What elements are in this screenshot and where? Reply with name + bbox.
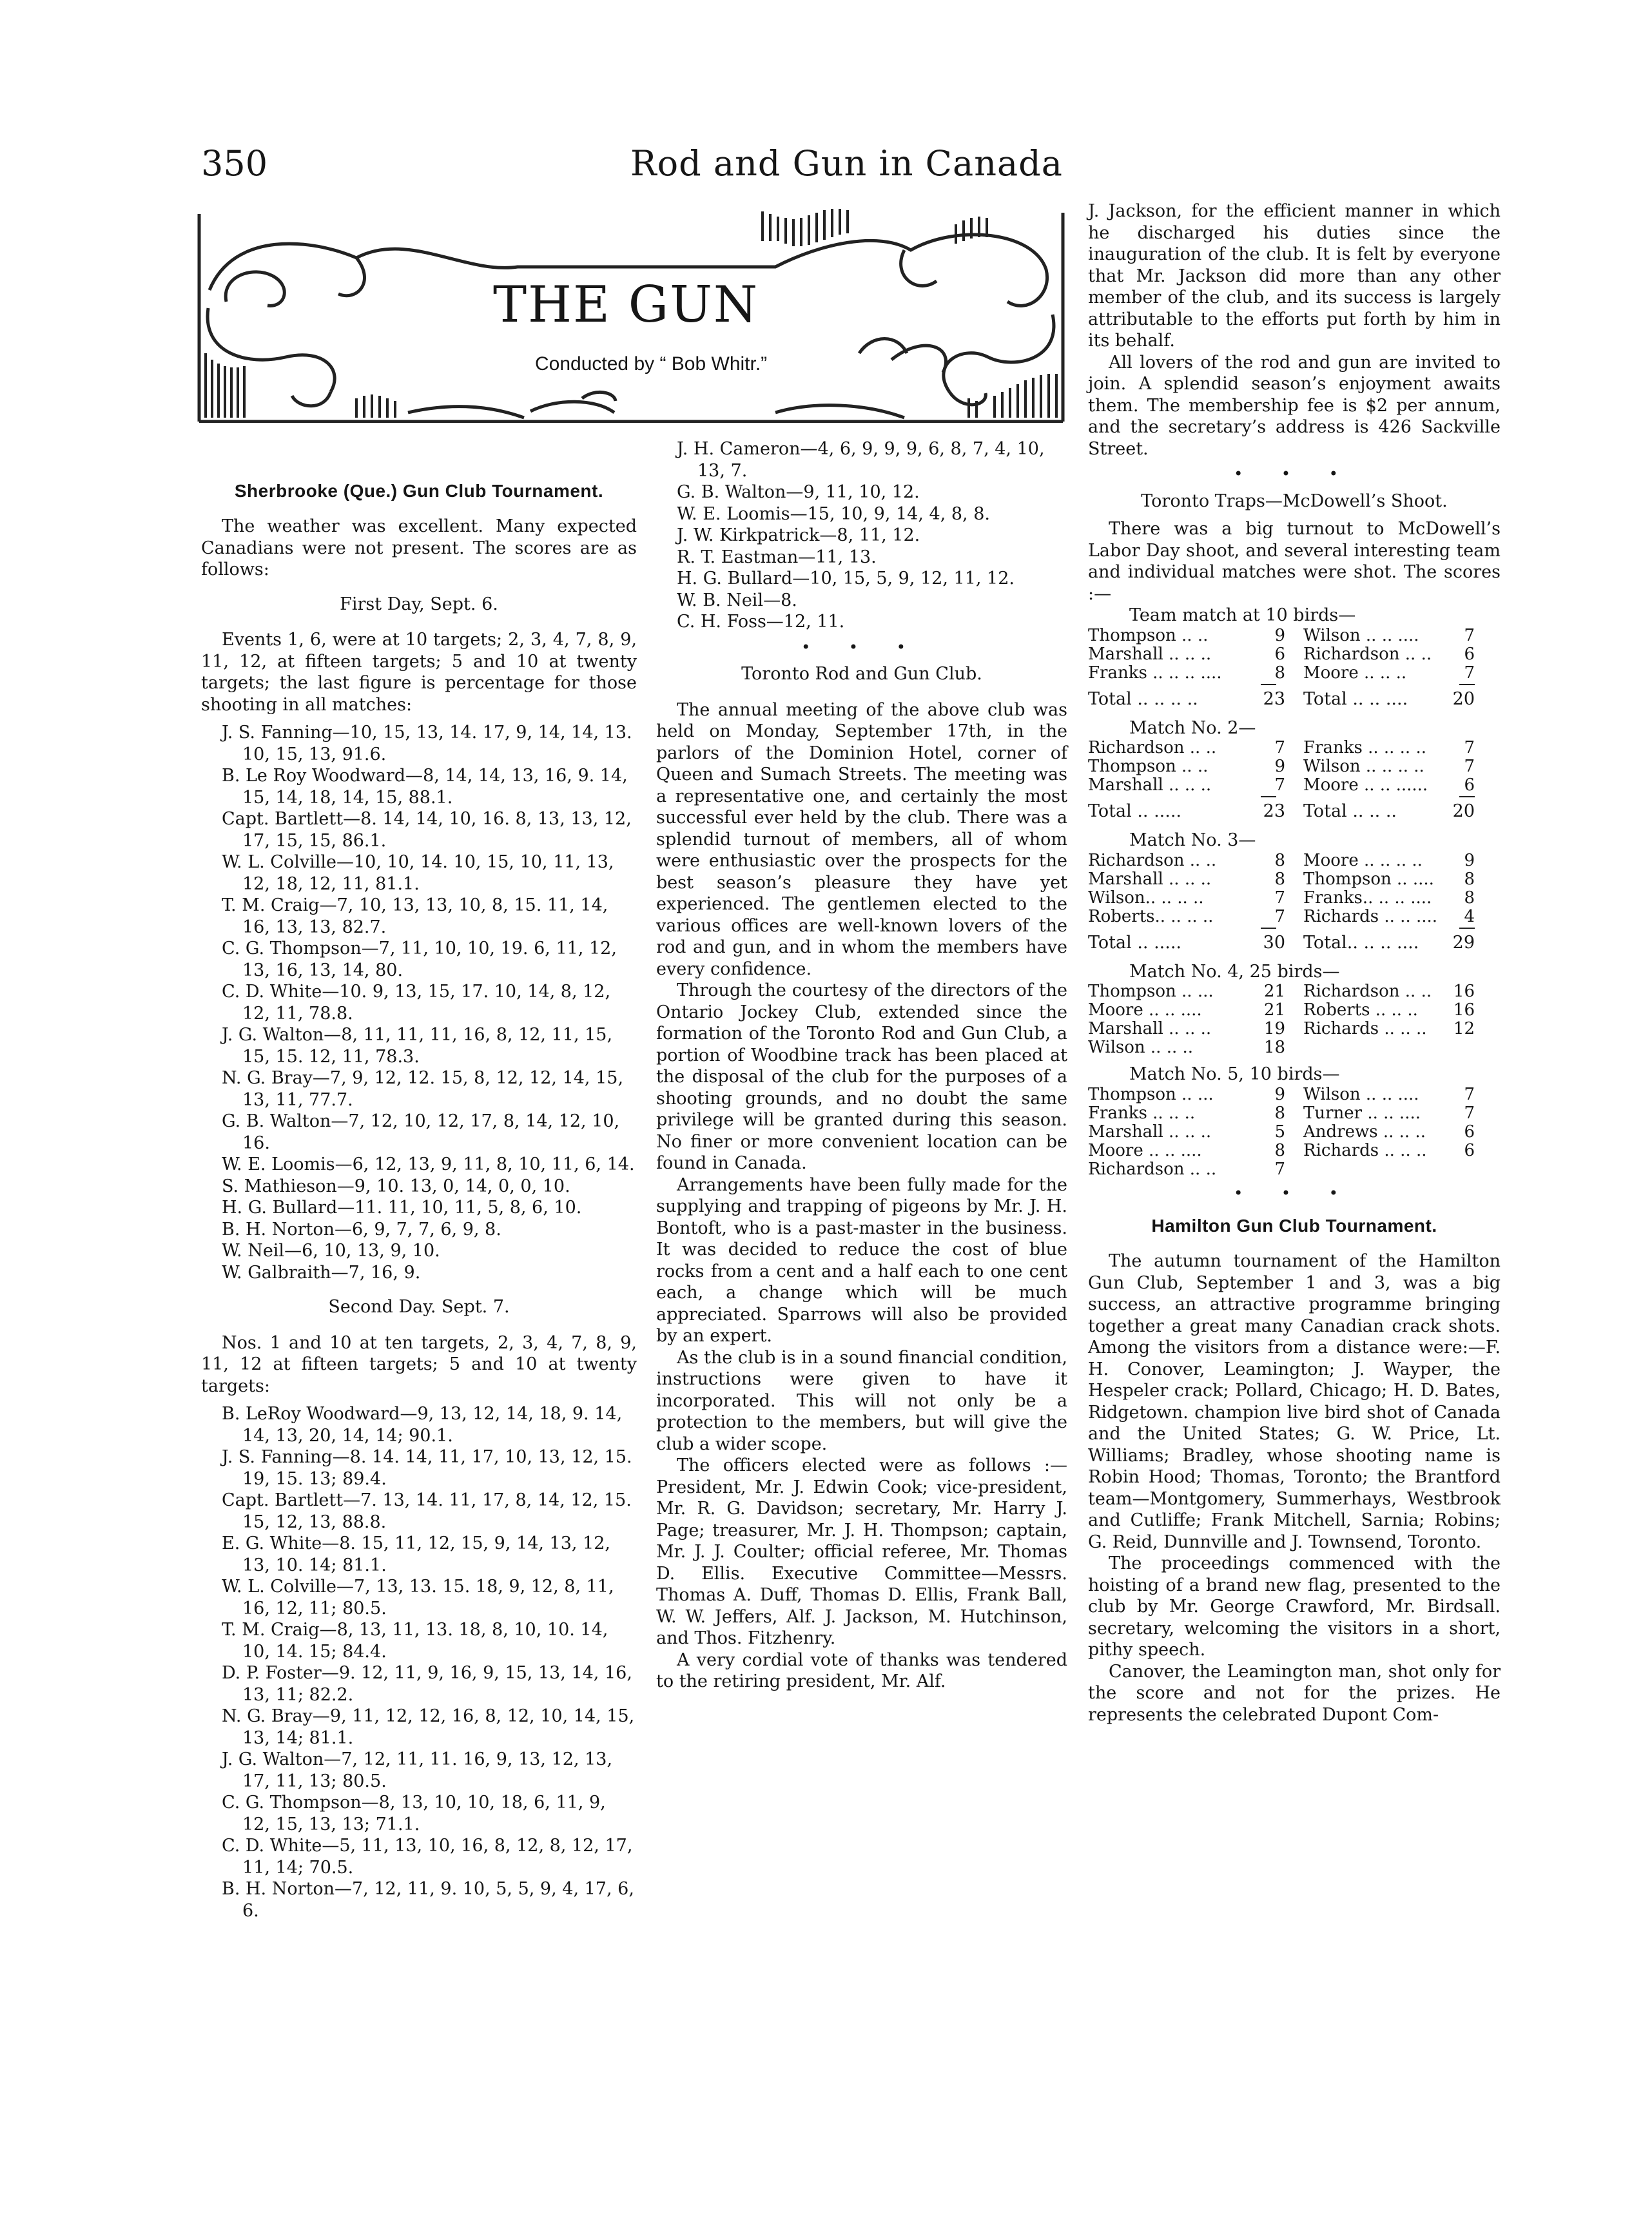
- score-entry: Capt. Bartlett—8. 14, 14, 10, 16. 8, 13, 13, 12, 17, 15, 15, 86.1.: [222, 809, 632, 851]
- score-entry: W. Galbraith—7, 16, 9.: [222, 1262, 421, 1283]
- column-middle: [656, 438, 1067, 1693]
- total-value: 23: [1263, 688, 1285, 709]
- score-table-match-4: [1088, 982, 1501, 1057]
- player-score: 9: [1464, 850, 1475, 870]
- column-right: [1088, 200, 1501, 1726]
- score-entry: J. G. Walton—7, 12, 11, 11. 16, 9, 13, 12, 13, 17, 11, 13; 80.5.: [222, 1749, 613, 1791]
- paragraph-day2-note: Nos. 1 and 10 at ten targets, 2, 3, 4, 7, 8, 9, 11, 12 at fifteen targets; 5 and 10 at twenty targets:: [201, 1332, 637, 1396]
- total-row: [1088, 688, 1501, 711]
- section-separator: • • •: [801, 637, 922, 656]
- total-value: 23: [1263, 801, 1285, 821]
- player-name: Marshall .. .. ..: [1088, 869, 1212, 889]
- paragraph: The autumn tournament of the Hamilton Gun Club, September 1 and 3, was a big success, an attractive programme bringing together a great many Canadian crack shots. Among the visitors from a distance were:—F. H. Conover, Leamington; J. Wayper, the Hespeler crack; Pollard, Chicago; H. D. Bates, Ridgetown. champion live bird shot of Canada and the United States; G. W. Price, Lt. Williams; Bradley, whose shooting name is Robin Hood; Thomas, Toronto; the Brantford team—Montgomery, Summerhays, Westbrook and Cutliffe; Frank Mitchell, Sarnia; Robins; G. Reid, Dunnville and J. Townsend, Toronto.: [1088, 1251, 1501, 1552]
- player-name: Richards .. .. ..: [1303, 1019, 1427, 1038]
- score-entry: C. G. Thompson—7, 11, 10, 10, 19. 6, 11, 12, 13, 16, 13, 14, 80.: [222, 939, 617, 980]
- article-heading-hamilton: Hamilton Gun Club Tournament.: [1151, 1216, 1437, 1236]
- total-row: [1088, 800, 1501, 823]
- score-entry: W. L. Colville—7, 13, 13. 15. 18, 9, 12, 8, 11, 16, 12, 11; 80.5.: [222, 1577, 614, 1619]
- player-score: 8: [1274, 850, 1285, 870]
- score-entry: N. G. Bray—7, 9, 12, 12. 15, 8, 12, 12, 14, 15, 13, 11, 77.7.: [222, 1068, 624, 1110]
- paragraph: Canover, the Leamington man, shot only for the score and not for the prizes. He represents the celebrated Dupont Com-: [1088, 1661, 1501, 1725]
- page-number: 350: [201, 143, 268, 184]
- player-name: Wilson .. .. ....: [1303, 1084, 1419, 1104]
- player-score: 7: [1464, 663, 1475, 683]
- score-row: [1088, 1001, 1501, 1020]
- score-list-day2: [201, 1403, 637, 1921]
- player-score: 7: [1274, 906, 1285, 926]
- player-score: 6: [1464, 644, 1475, 664]
- score-row: [1088, 776, 1501, 795]
- score-entry: H. G. Bullard—11. 11, 10, 11, 5, 8, 6, 10.: [222, 1198, 582, 1218]
- player-name: Moore .. .. ......: [1303, 775, 1428, 795]
- paragraph-intro: The weather was excellent. Many expected Canadians were not present. The scores are as follows:: [201, 516, 637, 579]
- total-value: 20: [1452, 688, 1475, 709]
- player-score: 7: [1464, 738, 1475, 757]
- score-entry: J. W. Kirkpatrick—8, 11, 12.: [677, 525, 920, 545]
- player-score: 7: [1464, 1103, 1475, 1123]
- score-row: [1088, 1038, 1501, 1057]
- player-score: 21: [1263, 1000, 1285, 1020]
- total-value: 20: [1452, 801, 1475, 821]
- total-label: Total .. .. ..: [1303, 801, 1397, 821]
- player-score: 6: [1464, 775, 1475, 795]
- paragraph-continued: J. Jackson, for the efficient manner in which he discharged his duties since the inauguration of the club. It is felt by everyone that Mr. Jackson did more than any other member of the club, and its success is largely attributable to the efforts put forth by him in its behalf.: [1088, 201, 1501, 351]
- player-score: 6: [1464, 1140, 1475, 1160]
- score-row: [1088, 1123, 1501, 1142]
- player-name: Wilson .. .. ..: [1088, 1038, 1194, 1057]
- score-entry: C. H. Foss—12, 11.: [677, 612, 845, 632]
- score-row: [1088, 627, 1501, 645]
- paragraph-invite: All lovers of the rod and gun are invited to join. A splendid season’s enjoyment awaits them. The membership fee is $2 per annum, and the secretary’s address is 426 Sackville Street.: [1088, 352, 1501, 459]
- paragraph: The proceedings commenced with the hoisting of a brand new flag, presented to the club by Mr. George Crawford, Mr. Birdsall. secretary, welcoming the visitors in a short, pithy speech.: [1088, 1553, 1501, 1660]
- player-score: 4: [1464, 906, 1475, 926]
- match-heading: Match No. 3—: [1129, 830, 1256, 850]
- score-row: [1088, 889, 1501, 908]
- player-name: Roberts.. .. .. ..: [1088, 906, 1214, 926]
- score-entry: H. G. Bullard—10, 15, 5, 9, 12, 11, 12.: [677, 569, 1015, 589]
- player-name: Marshall .. .. ..: [1088, 644, 1212, 664]
- player-score: 8: [1464, 888, 1475, 908]
- player-name: Marshall .. .. ..: [1088, 1122, 1212, 1142]
- player-score: 7: [1464, 625, 1475, 645]
- score-row: [1088, 908, 1501, 926]
- player-score: 8: [1274, 663, 1285, 683]
- player-name: Wilson.. .. .. ..: [1088, 888, 1204, 908]
- banner-subtitle: Conducted by “ Bob Whitr.”: [535, 353, 768, 375]
- paragraph: Arrangements have been fully made for the supplying and trapping of pigeons by Mr. J. H. Bontoft, who is a past-master in the business. It was decided to reduce the cost of blue rocks from a cent and a half each to one cent each, a change which will be much appreciated. Sparrows will also be provided by an expert.: [656, 1174, 1067, 1346]
- player-name: Richardson .. ..: [1088, 738, 1217, 757]
- subheading-first-day: First Day, Sept. 6.: [340, 594, 498, 614]
- player-name: Thompson .. ...: [1088, 982, 1214, 1001]
- player-name: Moore .. .. ....: [1088, 1000, 1202, 1020]
- player-name: Moore .. .. .. ..: [1303, 850, 1423, 870]
- score-entry: T. M. Craig—7, 10, 13, 13, 10, 8, 15. 11, 14, 16, 13, 13, 82.7.: [222, 895, 608, 937]
- score-row: [1088, 1160, 1501, 1179]
- match-heading: Match No. 2—: [1129, 717, 1256, 738]
- score-row: [1088, 982, 1501, 1001]
- player-name: Marshall .. .. ..: [1088, 775, 1212, 795]
- score-entry: W. Neil—6, 10, 13, 9, 10.: [222, 1241, 440, 1261]
- player-name: Turner .. .. ....: [1303, 1103, 1421, 1123]
- score-entry: R. T. Eastman—11, 13.: [677, 547, 877, 567]
- player-name: Roberts .. .. ..: [1303, 1000, 1418, 1020]
- score-entry: G. B. Walton—9, 11, 10, 12.: [677, 482, 920, 502]
- paragraph: Through the courtesy of the directors of the Ontario Jockey Club, extended since the formation of the Toronto Rod and Gun Club, a portion of Woodbine track has been placed at the disposal of the club for the purposes of a shooting grounds, and no doubt the same privilege will be granted during this season. No finer or more convenient location can be found in Canada.: [656, 980, 1067, 1173]
- score-row: [1088, 739, 1501, 757]
- player-score: 16: [1453, 1000, 1475, 1020]
- article-heading-sherbrooke: Sherbrooke (Que.) Gun Club Tournament.: [234, 481, 604, 501]
- player-score: 6: [1274, 644, 1285, 664]
- paragraph-day1-note: Events 1, 6, were at 10 targets; 2, 3, 4, 7, 8, 9, 11, 12, at fifteen targets; 5 and 10 at twenty targets; the last figure is percentage for those shooting in all matches:: [201, 630, 637, 715]
- player-score: 19: [1263, 1019, 1285, 1038]
- score-entry: C. G. Thompson—8, 13, 10, 10, 18, 6, 11, 9, 12, 15, 13, 13; 71.1.: [222, 1793, 606, 1834]
- player-score: 16: [1453, 982, 1475, 1001]
- total-label: Total .. .. ....: [1303, 688, 1408, 709]
- score-entry: B. Le Roy Woodward—8, 14, 14, 13, 16, 9. 14, 15, 14, 18, 14, 15, 88.1.: [222, 766, 628, 808]
- score-row: [1088, 645, 1501, 664]
- player-score: 12: [1453, 1019, 1475, 1038]
- score-entry: W. E. Loomis—15, 10, 9, 14, 4, 8, 8.: [677, 503, 990, 524]
- total-value: 29: [1452, 932, 1475, 953]
- score-row: [1088, 1020, 1501, 1038]
- player-name: Franks .. .. .. ..: [1303, 738, 1426, 757]
- score-entry: J. G. Walton—8, 11, 11, 11, 16, 8, 12, 11, 15, 15, 15. 12, 11, 78.3.: [222, 1025, 613, 1067]
- score-entry: T. M. Craig—8, 13, 11, 13. 18, 8, 10, 10. 14, 10, 14. 15; 84.4.: [222, 1620, 608, 1662]
- score-entry: E. G. White—8. 15, 11, 12, 15, 9, 14, 13, 12, 13, 10. 14; 81.1.: [222, 1533, 611, 1575]
- total-rule: [1088, 926, 1501, 931]
- score-entry: W. E. Loomis—6, 12, 13, 9, 11, 8, 10, 11, 6, 14.: [222, 1154, 635, 1174]
- subheading-second-day: Second Day. Sept. 7.: [328, 1297, 510, 1317]
- match-heading: Match No. 4, 25 birds—: [1129, 961, 1340, 982]
- player-name: Wilson .. .. .. ..: [1303, 757, 1424, 776]
- player-name: Richards .. .. ....: [1303, 906, 1438, 926]
- running-title: Rod and Gun in Canada: [630, 143, 1063, 184]
- player-name: Richardson .. ..: [1303, 644, 1432, 664]
- player-score: 8: [1464, 869, 1475, 889]
- player-score: 9: [1274, 1084, 1285, 1104]
- article-heading-toronto-rod-gun: Toronto Rod and Gun Club.: [741, 664, 982, 684]
- player-score: 6: [1464, 1122, 1475, 1142]
- score-entry: D. P. Foster—9. 12, 11, 9, 16, 9, 15, 13, 14, 16, 13, 11; 82.2.: [222, 1663, 632, 1705]
- score-entry: S. Mathieson—9, 10. 13, 0, 14, 0, 0, 10.: [222, 1176, 570, 1196]
- score-entry: C. D. White—5, 11, 13, 10, 16, 8, 12, 8, 12, 17, 11, 14; 70.5.: [222, 1836, 633, 1878]
- player-name: Thompson .. ....: [1303, 869, 1434, 889]
- paragraph: A very cordial vote of thanks was tendered to the retiring president, Mr. Alf.: [656, 1649, 1067, 1691]
- player-score: 5: [1274, 1122, 1285, 1142]
- player-name: Wilson .. .. ....: [1303, 625, 1419, 645]
- score-row: [1088, 870, 1501, 889]
- score-row: [1088, 1104, 1501, 1123]
- score-entry: N. G. Bray—9, 11, 12, 12, 16, 8, 12, 10, 14, 15, 13, 14; 81.1.: [222, 1706, 635, 1748]
- score-table-match-5: [1088, 1085, 1501, 1179]
- paragraph-traps-intro: There was a big turnout to McDowell’s Labor Day shoot, and several interesting team and individual matches were shot. The scores :—: [1088, 519, 1501, 604]
- player-score: 8: [1274, 1140, 1285, 1160]
- player-name: Marshall .. .. ..: [1088, 1019, 1212, 1038]
- score-table-match-2: [1088, 739, 1501, 823]
- total-value: 30: [1263, 932, 1285, 953]
- total-rule: [1088, 795, 1501, 800]
- score-row: [1088, 1085, 1501, 1104]
- score-entry: J. S. Fanning—8. 14. 14, 11, 17, 10, 13, 12, 15. 19, 15. 13; 89.4.: [222, 1447, 632, 1489]
- player-name: Richardson .. ..: [1088, 850, 1217, 870]
- score-entry: Capt. Bartlett—7. 13, 14. 11, 17, 8, 14, 12, 15. 15, 12, 13, 88.8.: [222, 1490, 632, 1532]
- paragraph: The officers elected were as follows :—President, Mr. J. Edwin Cook; vice-president, Mr. R. G. Davidson; secretary, Mr. Harry J. Page; treasurer, Mr. J. H. Thompson; captain, Mr. J. J. Coulter; official referee, Mr. Thomas D. Ellis. Executive Committee—Messrs. Thomas A. Duff, Thomas D. Ellis, Frank Ball, W. W. Jeffers, Alf. J. Jackson, M. Hutchinson, and Thos. Fitzhenry.: [656, 1455, 1067, 1648]
- score-entry: B. H. Norton—6, 9, 7, 7, 6, 9, 8.: [222, 1219, 501, 1240]
- player-name: Franks .. .. .. ....: [1088, 663, 1222, 683]
- score-entry: J. S. Fanning—10, 15, 13, 14. 17, 9, 14, 14, 13. 10, 15, 13, 91.6.: [222, 723, 632, 764]
- column-left: [201, 469, 637, 1921]
- player-name: Franks .. .. ..: [1088, 1103, 1196, 1123]
- score-entry: W. L. Colville—10, 10, 14. 10, 15, 10, 11, 13, 12, 18, 12, 11, 81.1.: [222, 852, 614, 894]
- score-entry: W. B. Neil—8.: [677, 590, 797, 610]
- total-label: Total .. .....: [1088, 932, 1181, 953]
- score-list-continued: [656, 438, 1067, 633]
- score-entry: B. H. Norton—7, 12, 11, 9. 10, 5, 5, 9, 4, 17, 6, 6.: [222, 1879, 634, 1921]
- score-row: [1088, 664, 1501, 683]
- player-score: 9: [1274, 757, 1285, 776]
- score-table-match-3: [1088, 851, 1501, 955]
- player-name: Moore .. .. ....: [1088, 1140, 1202, 1160]
- score-entry: G. B. Walton—7, 12, 10, 12, 17, 8, 14, 12, 10, 16.: [222, 1111, 620, 1153]
- total-label: Total .. .. .. ..: [1088, 688, 1198, 709]
- player-name: Thompson .. ..: [1088, 757, 1209, 776]
- player-score: 7: [1274, 1159, 1285, 1179]
- total-label: Total.. .. .. ....: [1303, 932, 1419, 953]
- total-label: Total .. .....: [1088, 801, 1181, 821]
- player-score: 7: [1464, 1084, 1475, 1104]
- total-row: [1088, 931, 1501, 955]
- player-score: 7: [1274, 738, 1285, 757]
- score-table-match-1: [1088, 627, 1501, 711]
- player-score: 7: [1274, 888, 1285, 908]
- player-name: Richardson .. ..: [1303, 982, 1432, 1001]
- score-list-day1: [201, 722, 637, 1283]
- player-name: Richards .. .. ..: [1303, 1140, 1427, 1160]
- score-entry: B. LeRoy Woodward—9, 13, 12, 14, 18, 9. 14, 14, 13, 20, 14, 14; 90.1.: [222, 1404, 623, 1446]
- player-score: 8: [1274, 1103, 1285, 1123]
- section-separator: • • •: [1234, 1183, 1355, 1202]
- player-name: Thompson .. ..: [1088, 625, 1209, 645]
- match-heading: Match No. 5, 10 birds—: [1129, 1064, 1340, 1084]
- player-score: 7: [1464, 757, 1475, 776]
- score-row: [1088, 1142, 1501, 1160]
- article-heading-toronto-traps: Toronto Traps—McDowell’s Shoot.: [1141, 491, 1448, 511]
- banner-title: THE GUN: [493, 276, 759, 334]
- player-score: 18: [1263, 1038, 1285, 1057]
- player-score: 8: [1274, 869, 1285, 889]
- score-row: [1088, 757, 1501, 776]
- player-score: 21: [1263, 982, 1285, 1001]
- paragraph: As the club is in a sound financial condition, instructions were given to have it incorporated. This will not only be a protection to the members, but will give the club a wider scope.: [656, 1347, 1067, 1454]
- player-score: 9: [1274, 625, 1285, 645]
- match-heading: Team match at 10 birds—: [1129, 605, 1356, 625]
- player-name: Franks.. .. .. ....: [1303, 888, 1432, 908]
- player-name: Richardson .. ..: [1088, 1159, 1217, 1179]
- score-entry: J. H. Cameron—4, 6, 9, 9, 9, 6, 8, 7, 4, 10, 13, 7.: [677, 439, 1045, 481]
- player-name: Moore .. .. ..: [1303, 663, 1407, 683]
- player-name: Thompson .. ...: [1088, 1084, 1214, 1104]
- total-rule: [1088, 683, 1501, 688]
- score-entry: C. D. White—10. 9, 13, 15, 17. 10, 14, 8, 12, 12, 11, 78.8.: [222, 982, 611, 1024]
- score-row: [1088, 851, 1501, 870]
- player-score: 7: [1274, 775, 1285, 795]
- player-name: Andrews .. .. ..: [1303, 1122, 1426, 1142]
- section-separator: • • •: [1234, 465, 1355, 483]
- paragraph: The annual meeting of the above club was held on Monday, September 17th, in the parlors of the Dominion Hotel, corner of Queen and Sumach Streets. The meeting was a representative one, and certainly the most successful ever held by the club. There was a splendid turnout of members, all of whom were enthusiastic over the prospects for the best season’s pleasure they have yet experienced. The gentlemen elected to the various offices are well-known lovers of the rod and gun, and in whom the members have every confidence.: [656, 699, 1067, 979]
